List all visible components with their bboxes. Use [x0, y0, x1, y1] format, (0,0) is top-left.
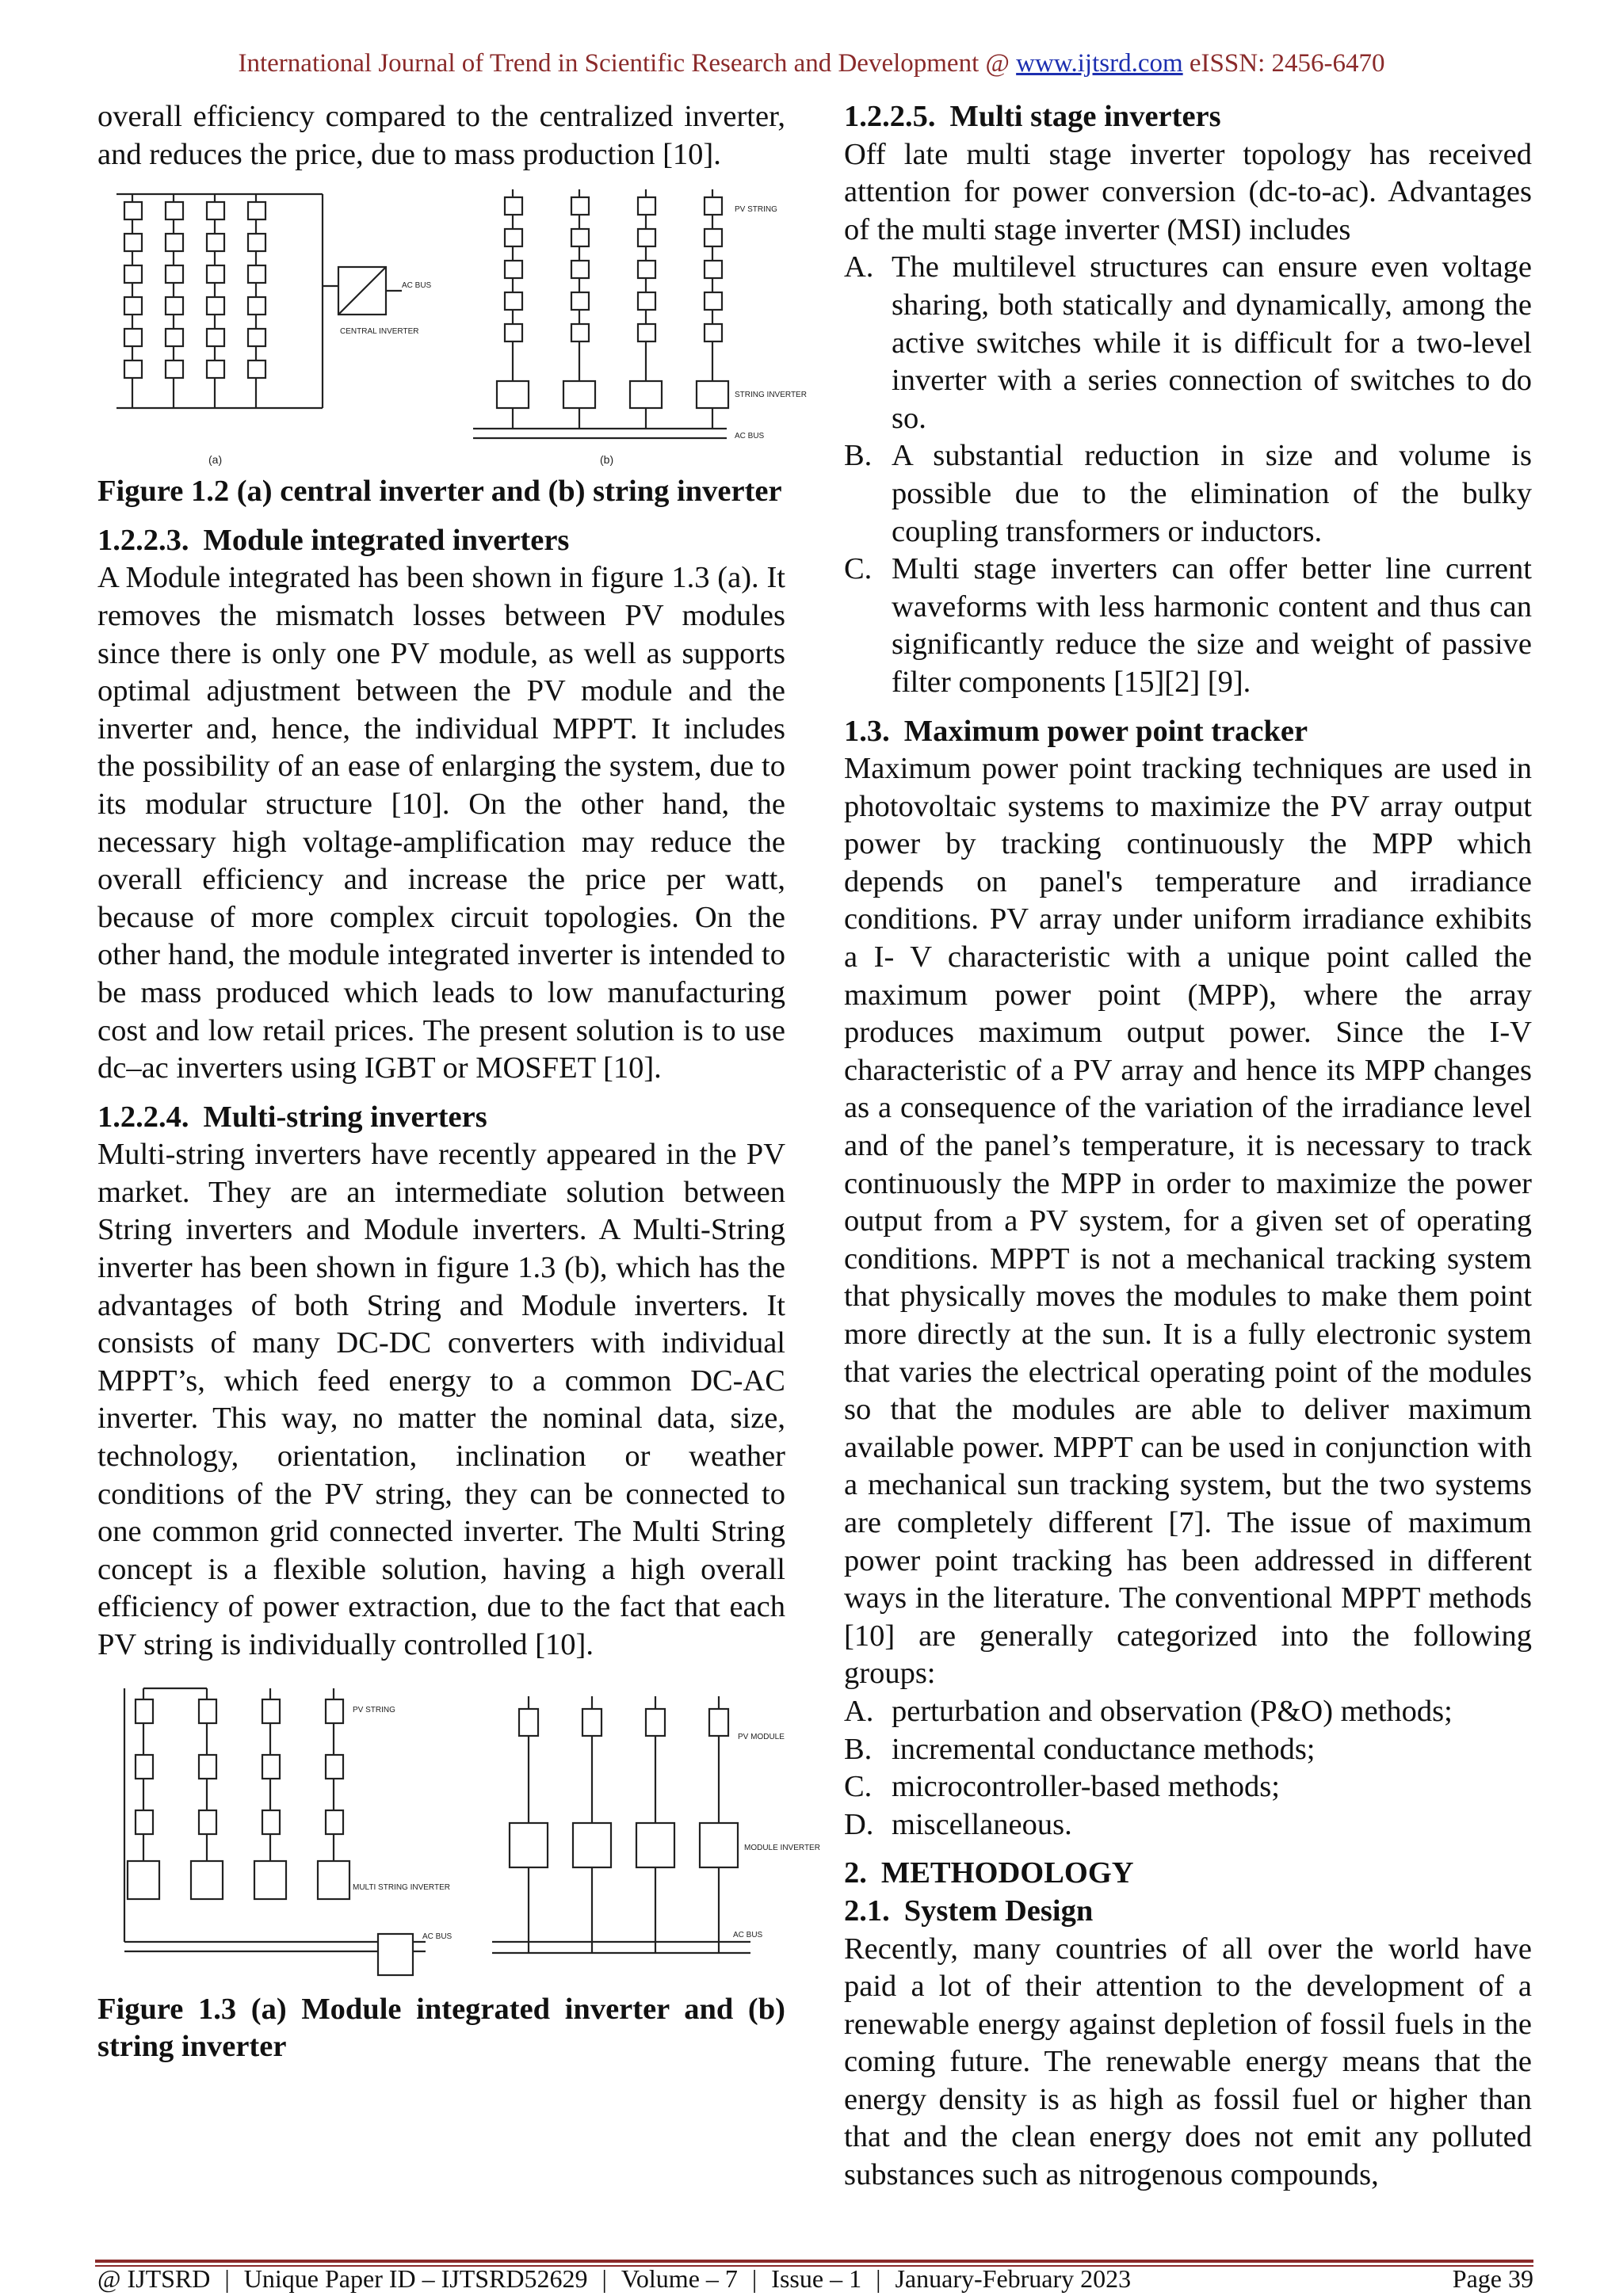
- label-sub-a: (a): [208, 453, 223, 467]
- section-heading-1-2-2-5: 1.2.2.5. Multi stage inverters: [844, 100, 1221, 133]
- list-item: D. miscellaneous.: [844, 1807, 1072, 1841]
- footer-issue: Issue – 1: [771, 2264, 862, 2293]
- left-column: [97, 98, 820, 2066]
- label-string-inverter: STRING INVERTER: [735, 391, 807, 400]
- list-item: A. perturbation and observation (P&O) methods;: [844, 1694, 1453, 1728]
- label-ac-bus-b: AC BUS: [735, 432, 765, 441]
- mppt-methods-list: [844, 1693, 1532, 1844]
- footer-page-number: Page 39: [1452, 2264, 1533, 2293]
- paragraph-continued: overall efficiency compared to the centralized inverter, and reduces the price, due to mass production [10].: [97, 100, 785, 171]
- list-item: B. A substantial reduction in size and volume is possible due to the elimination of the bulky coupling transformers or inductors.: [844, 439, 1532, 548]
- paragraph-module-integrated: A Module integrated has been shown in figure 1.3 (a). It removes the mismatch losses between PV modules since there is only one PV module, as well as supports optimal adjustment between the PV module and the inverter and, hence, the individual MPPT. It includes the possibility of an ease of enlarging the system, due to its modular structure [10]. On the other hand, the necessary high voltage-amplification may reduce the overall efficiency and increase the price per watt, because of more complex circuit topologies. On the other hand, the module integrated inverter is intended to be mass produced which leads to low manufacturing cost and low retail prices. The present solution is to use dc–ac inverters using IGBT or MOSFET [10].: [97, 561, 785, 1085]
- journal-url-link[interactable]: www.ijtsrd.com: [1016, 49, 1183, 78]
- list-item: C. microcontroller-based methods;: [844, 1770, 1280, 1804]
- section-heading-1-2-2-3: 1.2.2.3. Module integrated inverters: [97, 523, 570, 557]
- multi-string-diagram: [124, 1688, 426, 1975]
- label-central-inverter: CENTRAL INVERTER: [340, 327, 419, 337]
- list-item: A. The multilevel structures can ensure even voltage sharing, both statically and dynamically, among the active switches while it is difficult for a two-level inverter with a series connection of switches to do so.: [844, 250, 1532, 435]
- footer-rule: [95, 2260, 1533, 2263]
- list-item: C. Multi stage inverters can offer better line current waveforms with less harmonic content and thus can significantly reduce the size and weight of passive filter components [15][2] [9].: [844, 552, 1532, 699]
- advantages-list: [844, 249, 1532, 701]
- central-inverter-diagram: [116, 194, 402, 408]
- label-multi-string-inverter: MULTI STRING INVERTER: [353, 1882, 450, 1892]
- label-sub-b: (b): [600, 453, 614, 467]
- right-column: [844, 98, 1532, 2195]
- section-heading-2-1: 2.1. System Design: [844, 1894, 1094, 1928]
- label-ac-bus: AC BUS: [402, 281, 432, 291]
- running-footer: @ IJTSRD | Unique Paper ID – IJTSRD52629 | Volume – 7 | Issue – 1 | January-February 2023 Page 39: [97, 2264, 1533, 2293]
- label-module-inverter: MODULE INVERTER: [744, 1843, 820, 1852]
- label-pv-string-13: PV STRING: [353, 1705, 395, 1714]
- section-heading-2: 2. METHODOLOGY: [844, 1856, 1134, 1890]
- paragraph-system-design: Recently, many countries of all over the world have paid a lot of their attention to the development of a renewable energy against depletion of fossil fuels in the coming future. The renewable energy means that the energy density is as high as fossil fuel or higher than that and the clean energy does not emit any polluted substances such as nitrogenous compounds,: [844, 1932, 1532, 2192]
- label-pv-module: PV MODULE: [738, 1732, 785, 1741]
- figure-1-3-caption: Figure 1.3 (a) Module integrated inverter and (b) string inverter: [97, 1992, 785, 2064]
- label-ac-bus-13b: AC BUS: [733, 1930, 763, 1939]
- label-pv-string: PV STRING: [735, 205, 777, 215]
- footer-volume: Volume – 7: [621, 2264, 738, 2293]
- label-ac-bus-13: AC BUS: [422, 1932, 453, 1941]
- figure-1-3: [101, 1680, 820, 1985]
- section-heading-1-3: 1.3. Maximum power point tracker: [844, 714, 1308, 748]
- figure-1-2: [101, 183, 807, 467]
- list-item: B. incremental conductance methods;: [844, 1732, 1316, 1766]
- footer-journal: @ IJTSRD: [97, 2264, 211, 2293]
- figure-1-2-caption: Figure 1.2 (a) central inverter and (b) string inverter: [97, 475, 782, 509]
- paragraph-multi-string: Multi-string inverters have recently appeared in the PV market. They are an intermediate solution between String inverters and Module inverters. A Multi-String inverter has been shown in figure 1.3 (b), which has the advantages of both String and Module inverters. It consists of many DC-DC converters with individual MPPT’s, which feed energy to a common DC-AC inverter. This way, no matter the nominal data, size, technology, orientation, inclination or weather conditions of the PV string, they can be connected to one common grid connected inverter. The Multi String concept is a flexible solution, having a high overall efficiency of power extraction, due to the fact that each PV string is individually controlled [10].: [97, 1138, 785, 1661]
- footer-date: January-February 2023: [895, 2264, 1132, 2293]
- module-inverter-diagram: [492, 1696, 750, 1953]
- footer-paper-id: Unique Paper ID – IJTSRD52629: [243, 2264, 588, 2293]
- section-heading-1-2-2-4: 1.2.2.4. Multi-string inverters: [97, 1100, 487, 1134]
- running-header: International Journal of Trend in Scientific Research and Development @ www.ijtsrd.com eISSN: 2456-6470: [238, 49, 1385, 78]
- paragraph-mppt: Maximum power point tracking techniques are used in photovoltaic systems to maximize the PV array output power by tracking continuously the MPP which depends on panel's temperature and irradiance conditions. PV array under uniform irradiance exhibits a I- V characteristic with a unique point called the maximum power point (MPP), where the array produces maximum output power. Since the I-V characteristic of a PV array and hence its MPP changes as a consequence of the variation of the irradiance level and of the panel’s temperature, it is necessary to track continuously the MPP in order to maximize the power output from a PV system, for a given set of operating conditions. MPPT is not a mechanical tracking system that physically moves the modules to make them point more directly at the sun. It is a fully electronic system that varies the electrical operating point of the modules so that the modules are able to deliver maximum available power. MPPT can be used in conjunction with a mechanical sun tracking system, but the two systems are completely different [7]. The issue of maximum power point tracking has been addressed in different ways in the literature. The conventional MPPT methods [10] are generally categorized into the following groups:: [844, 752, 1532, 1691]
- string-inverter-diagram: [473, 189, 728, 438]
- paragraph-multi-stage: Off late multi stage inverter topology has received attention for power conversion (dc-to-ac). Advantages of the multi stage inverter (MSI) includes: [844, 137, 1532, 246]
